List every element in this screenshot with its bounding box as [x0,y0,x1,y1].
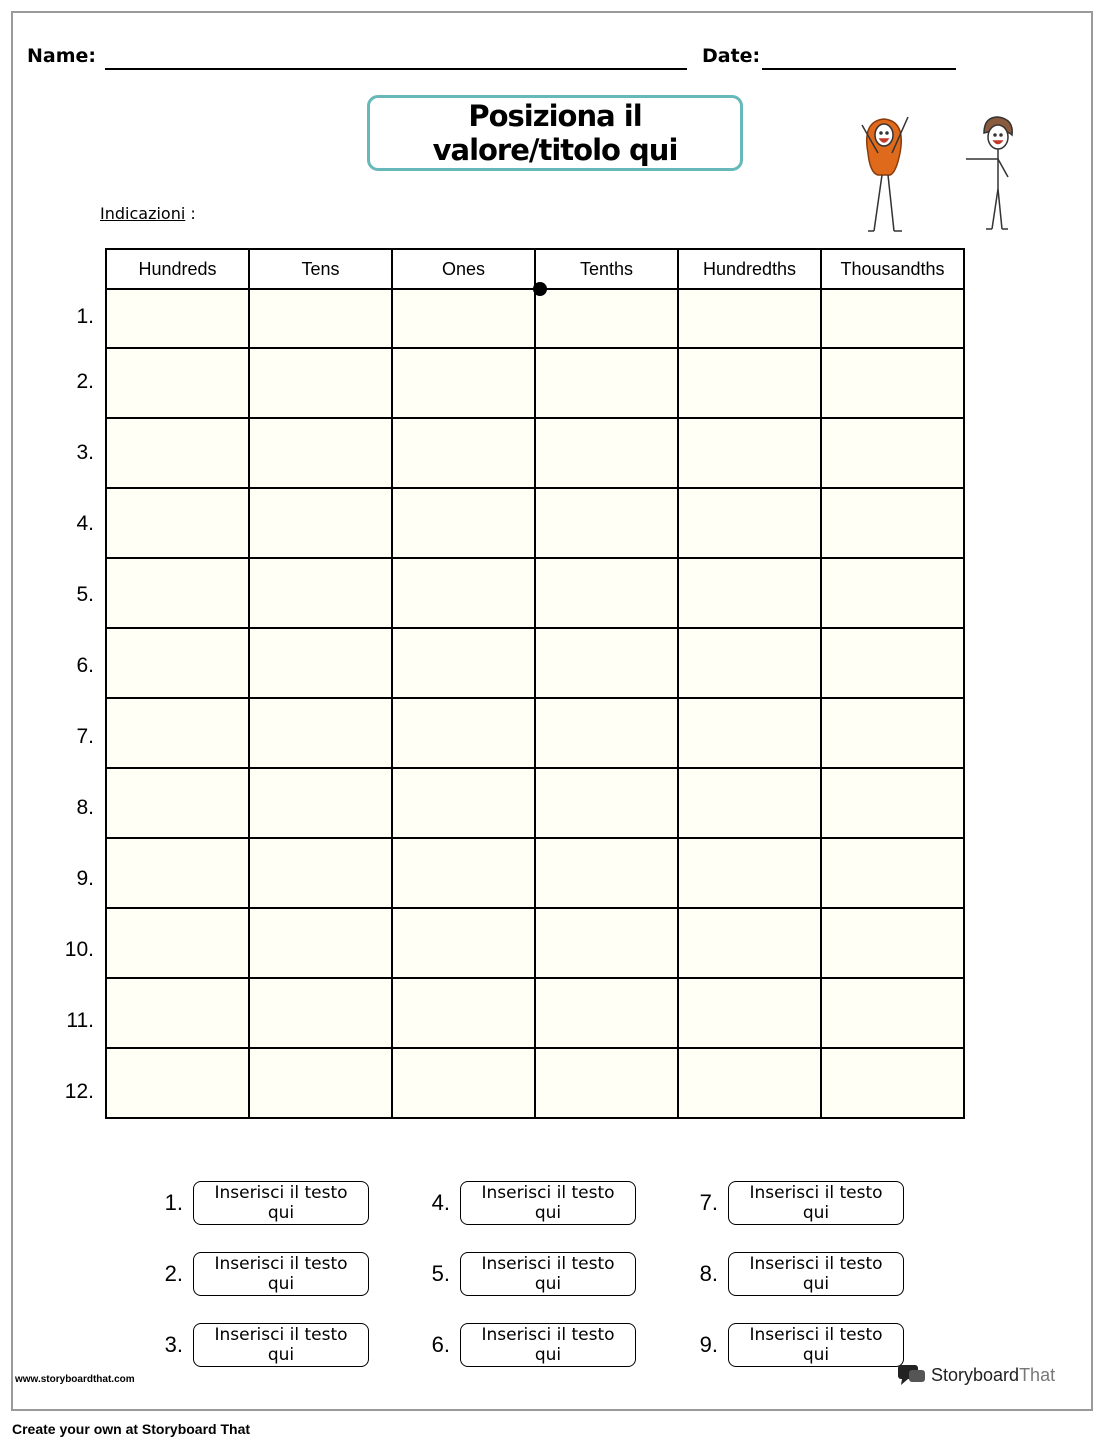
answer-cell[interactable] [535,418,678,488]
answer-text-line-1: Inserisci il testo [214,1325,348,1345]
answer-cell[interactable] [249,698,392,768]
answer-number: 4. [431,1190,450,1215]
table-row [106,289,964,348]
answer-text-line-2: qui [802,1274,830,1294]
date-label: Date: [702,45,761,67]
answer-cell[interactable] [392,488,535,558]
answer-cell[interactable] [678,289,821,348]
answer-cell[interactable] [392,908,535,978]
answer-cell[interactable] [249,289,392,348]
table-row [106,488,964,558]
brand-that: That [1019,1364,1056,1385]
row-number: 1. [76,304,94,328]
row-number: 8. [76,795,94,819]
col-header-ones: Ones [392,249,535,289]
answer-cell[interactable] [106,628,249,698]
answer-text-box[interactable] [728,1323,904,1367]
answer-text-box[interactable] [193,1252,369,1296]
answer-cell[interactable] [392,768,535,838]
answer-cell[interactable] [678,838,821,908]
answer-cell[interactable] [821,1048,964,1118]
answer-cell[interactable] [106,908,249,978]
answer-cell[interactable] [249,768,392,838]
name-label: Name: [27,45,97,67]
answer-cell[interactable] [249,418,392,488]
answer-cell[interactable] [678,698,821,768]
answer-cell[interactable] [392,558,535,628]
answer-cell[interactable] [392,289,535,348]
answer-cell[interactable] [249,908,392,978]
answer-cell[interactable] [821,348,964,418]
page-title [433,99,678,167]
row-number: 7. [76,724,94,748]
col-header-hundredths: Hundredths [678,249,821,289]
answer-text-line-2: qui [534,1274,562,1294]
answer-cell[interactable] [535,698,678,768]
answer-cell[interactable] [392,348,535,418]
answer-cell[interactable] [249,558,392,628]
answer-text-box[interactable] [460,1323,636,1367]
name-line[interactable] [105,68,687,70]
answer-cell[interactable] [106,558,249,628]
answer-cell[interactable] [106,348,249,418]
answer-number: 5. [431,1261,450,1286]
answer-text-line-2: qui [802,1203,830,1223]
answer-cell[interactable] [106,838,249,908]
decimal-point-dot [533,282,547,296]
answer-cell[interactable] [106,768,249,838]
answer-cell[interactable] [821,289,964,348]
answer-cell[interactable] [821,768,964,838]
boy-figure [966,117,1012,229]
table-row [106,628,964,698]
answer-text-line-1: Inserisci il testo [214,1183,348,1203]
answer-cell[interactable] [821,978,964,1048]
table-row [106,978,964,1048]
answer-text-line-1: Inserisci il testo [214,1254,348,1274]
answer-cell[interactable] [249,348,392,418]
answer-cell[interactable] [821,698,964,768]
answer-cell[interactable] [392,978,535,1048]
answer-cell[interactable] [106,488,249,558]
characters-illustration [838,103,1028,233]
answer-number: 7. [699,1190,718,1215]
answer-cell[interactable] [249,838,392,908]
row-number: 12. [64,1079,94,1103]
answer-text-line-2: qui [267,1345,295,1365]
title-box[interactable] [367,95,743,171]
storyboardthat-logo[interactable] [897,1361,1072,1389]
answer-cell[interactable] [821,838,964,908]
col-header-tens: Tens [249,249,392,289]
table-row [106,768,964,838]
col-header-hundreds: Hundreds [106,249,249,289]
row-number: 11. [66,1008,94,1032]
answer-text-box[interactable] [193,1181,369,1225]
directions-suffix: : [185,204,196,223]
table-row [106,698,964,768]
answer-cell[interactable] [392,418,535,488]
answer-cell[interactable] [249,1048,392,1118]
date-line[interactable] [762,68,956,70]
answer-number: 3. [164,1332,183,1357]
answer-number: 2. [164,1261,183,1286]
table-row [106,418,964,488]
answer-cell[interactable] [821,908,964,978]
answer-cell[interactable] [678,978,821,1048]
answer-cell[interactable] [678,418,821,488]
answer-cell[interactable] [249,488,392,558]
table-row [106,558,964,628]
answer-text-line-2: qui [802,1345,830,1365]
create-your-own-link[interactable]: Create your own at Storyboard That [12,1421,251,1437]
answer-cell[interactable] [106,418,249,488]
answer-text-box[interactable] [460,1252,636,1296]
answer-cell[interactable] [821,558,964,628]
answer-text-line-1: Inserisci il testo [481,1183,615,1203]
answer-text-line-1: Inserisci il testo [749,1325,883,1345]
directions-label: Indicazioni [100,204,186,223]
table-row [106,908,964,978]
answer-text-line-1: Inserisci il testo [481,1325,615,1345]
answer-cell[interactable] [535,768,678,838]
answer-number: 6. [431,1332,450,1357]
answer-cell[interactable] [392,698,535,768]
answer-cell[interactable] [821,418,964,488]
directions [100,204,196,223]
answer-cell[interactable] [535,348,678,418]
row-number: 9. [76,866,94,890]
title-line-2: valore/titolo qui [432,133,678,167]
girl-figure [862,117,908,231]
answer-number: 1. [164,1190,183,1215]
answer-text-box[interactable] [193,1323,369,1367]
answer-cell[interactable] [535,978,678,1048]
answer-cell[interactable] [249,978,392,1048]
title-line-1: Posiziona il [468,99,642,133]
answer-number: 9. [699,1332,718,1357]
row-number: 6. [76,653,94,677]
answer-cell[interactable] [535,908,678,978]
footer-url[interactable]: www.storyboardthat.com [15,1374,135,1385]
answer-cell[interactable] [535,628,678,698]
place-value-table [105,248,965,1119]
row-number: 3. [76,440,94,464]
answer-cell[interactable] [249,628,392,698]
row-number: 4. [76,511,94,535]
answer-cell[interactable] [535,558,678,628]
answer-cell[interactable] [392,628,535,698]
answer-cell[interactable] [678,348,821,418]
answer-cell[interactable] [106,1048,249,1118]
row-number: 10. [64,937,94,961]
answer-cell[interactable] [678,1048,821,1118]
table-row [106,348,964,418]
table-row [106,838,964,908]
answer-cell[interactable] [106,978,249,1048]
answer-cell[interactable] [535,1048,678,1118]
answer-cell[interactable] [106,289,249,348]
answer-cell[interactable] [535,488,678,558]
row-number: 5. [76,582,94,606]
answer-cell[interactable] [678,558,821,628]
answer-cell[interactable] [392,838,535,908]
answer-text-line-1: Inserisci il testo [749,1254,883,1274]
col-header-tenths: Tenths [535,249,678,289]
answer-cell[interactable] [392,1048,535,1118]
answer-cell[interactable] [678,768,821,838]
answer-cell[interactable] [678,628,821,698]
answer-text-line-2: qui [534,1203,562,1223]
table-row [106,1048,964,1118]
row-number: 2. [76,369,94,393]
speech-bubble-icon [897,1363,927,1387]
answer-number: 8. [699,1261,718,1286]
answer-text-line-2: qui [267,1203,295,1223]
answer-text-line-1: Inserisci il testo [749,1183,883,1203]
col-header-thousandths: Thousandths [821,249,964,289]
answer-text-line-2: qui [534,1345,562,1365]
answer-cell[interactable] [678,488,821,558]
answer-text-box[interactable] [460,1181,636,1225]
answer-cell[interactable] [821,628,964,698]
answer-text-box[interactable] [728,1252,904,1296]
answer-cell[interactable] [821,488,964,558]
answer-text-line-2: qui [267,1274,295,1294]
answer-cell[interactable] [678,908,821,978]
answer-cell[interactable] [535,289,678,348]
answer-cell[interactable] [535,838,678,908]
brand-storyboard: Storyboard [931,1364,1020,1385]
answer-text-line-1: Inserisci il testo [481,1254,615,1274]
answer-text-box[interactable] [728,1181,904,1225]
answer-cell[interactable] [106,698,249,768]
